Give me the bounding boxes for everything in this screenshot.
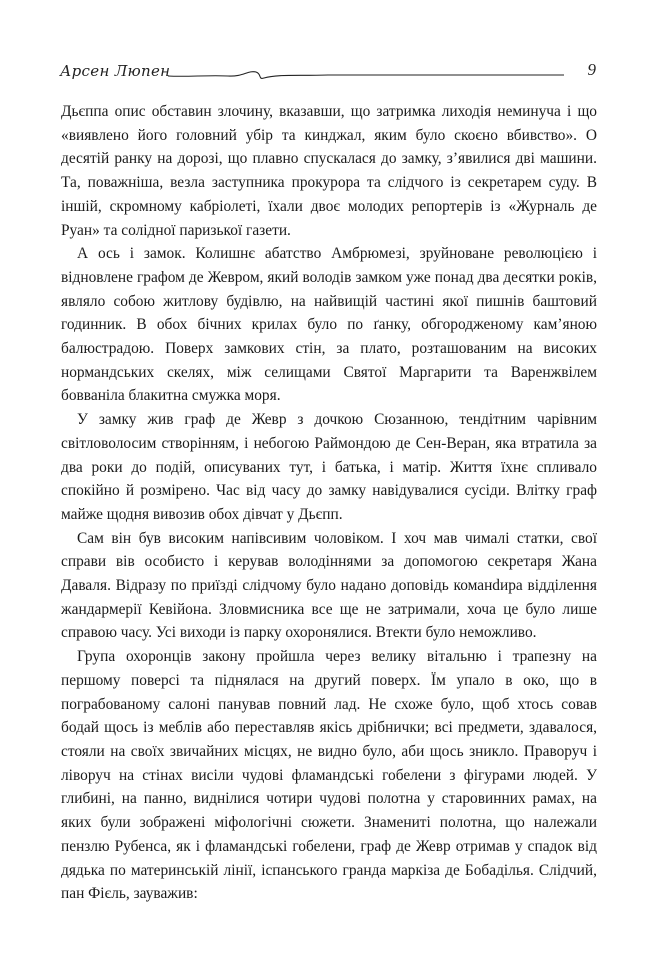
paragraph: Дьєппа опис обставин злочину, вказавши, що затримка лиходія неминуча і що «виявлено його головний убір та кинджал, яким було скоєно вбивство». О десятій ранку на дорозі, що плавно спускалася до замку, з’явилися дві машини. Та, поважніша, везла заступника прокурора та слідчого із секретарем суду. В іншій, скромному кабріолеті, їхали двоє молодих репортерів із «Журналь де Руан» та солідної паризької газети.: [61, 103, 597, 239]
body-text: [61, 100, 597, 906]
running-header: [60, 58, 596, 88]
decorative-flourish: [168, 60, 564, 86]
page-number: 9: [587, 60, 596, 79]
paragraph: А ось і замок. Колишнє абатство Амбрюмезі, зруйноване революцією і відновлене графом де Жевром, який володів замком уже понад два десятки років, являло собою житлову будівлю, на найвищій частині якої пишнів баштовий годинник. В обох бічних крилах було по ґанку, обгородженому кам’яною балюстрадою. Поверх замкових стін, за плато, розташованим на високих нормандських скелях, між селищами Святої Маргарити та Варенжвілем бовваніла блакитна смужка моря.: [61, 245, 597, 405]
paragraph: Група охоронців закону пройшла через велику вітальню і трапезну на першому поверсі та піднялася на другий поверх. Їм упало в око, що в пограбованому салоні панував повний лад. Не схоже було, щоб хтось совав бодай щось із меблів або переставляв якісь дрібнички; всі предмети, здавалося, стояли на своїх звичайних місцях, не видно було, аби щось зникло. Праворуч і ліворуч на стінах висіли чудові фламандські гобелени з фігурами людей. У глибині, на панно, виднілися чотири чудові полотна у старовинних рамах, на яких були зображені міфологічні сюжети. Знамениті полотна, що належали пензлю Рубенса, як і фламандські гобелени, граф де Жевр отримав у спадок від дядька по материнській лінії, іспанського гранда маркіза де Бобаділья. Слідчий, пан Фієль, зауважив:: [61, 648, 597, 903]
paragraph: У замку жив граф де Жевр з дочкою Сюзанною, тендітним чарівним світловолосим створінням, і небогою Раймондою де Сен-Веран, яка втратила за два роки до подій, описуваних тут, і батька, і матір. Життя їхнє спливало спокійно й розмірено. Час від часу до замку навідувалися сусіди. Влітку граф майже щодня вивозив обох дівчат у Дьєпп.: [61, 411, 597, 523]
paragraph: Сам він був високим напівсивим чоловіком. І хоч мав чималі статки, свої справи вів особисто і керував володіннями за допомогою секретаря Жана Даваля. Відразу по приїзді слідчому було надано доповідь команdира відділення жандармерії Кевійона. Зловмисника все ще не затримали, хоча це було лише справою часу. Усі виходи із парку охоронялися. Втекти було неможливо.: [61, 529, 597, 642]
running-head-author: Арсен Люпен: [60, 62, 171, 80]
